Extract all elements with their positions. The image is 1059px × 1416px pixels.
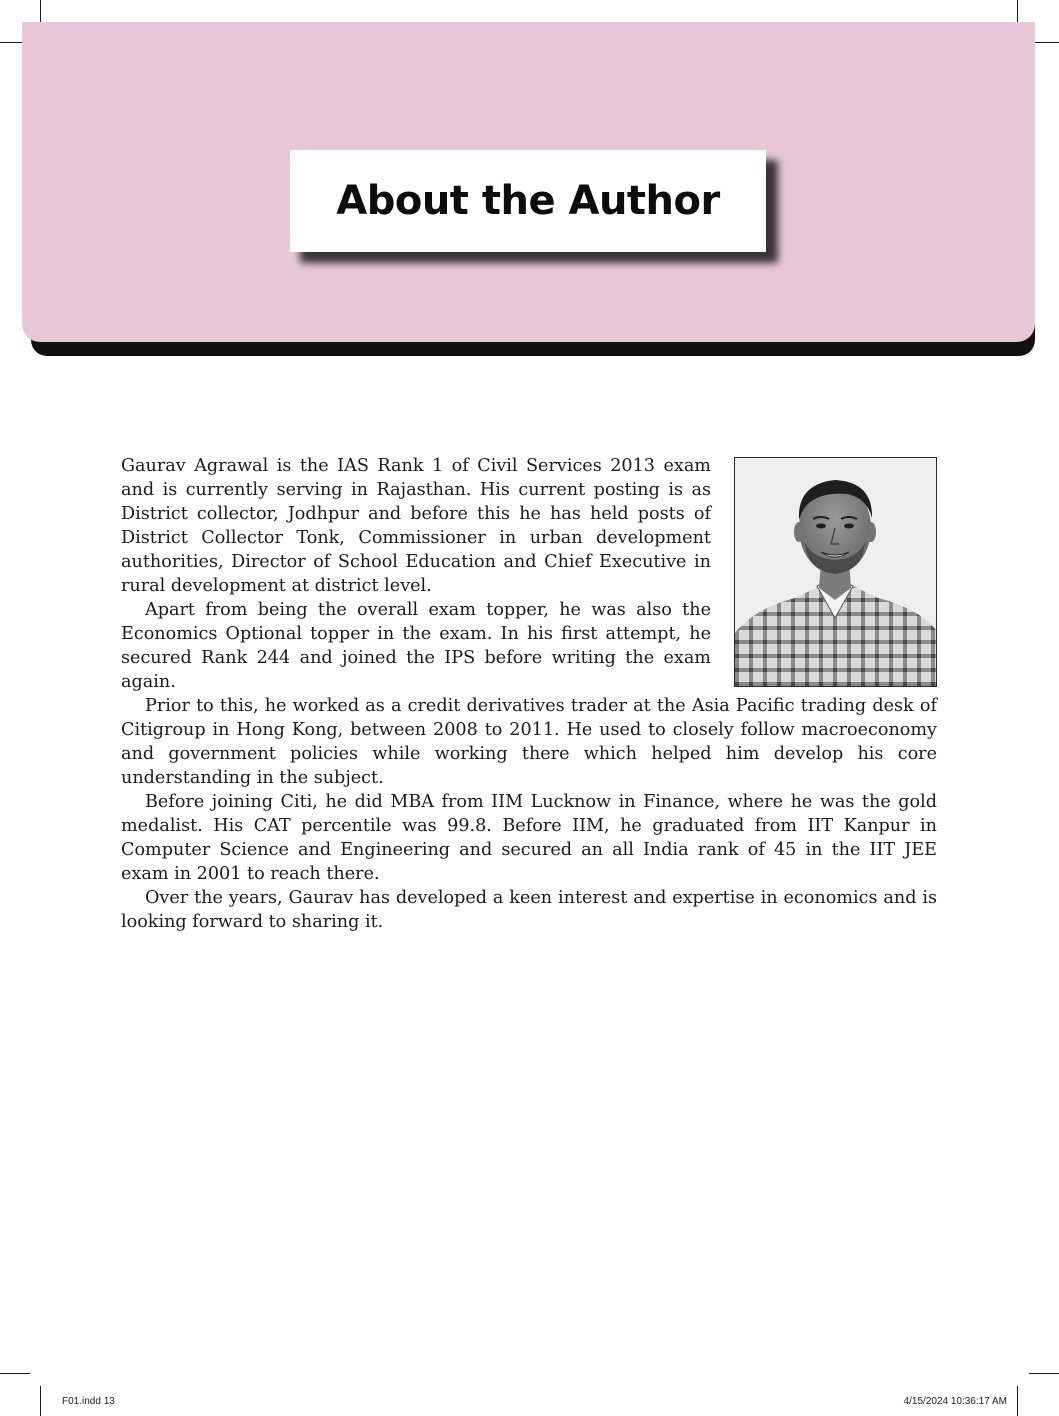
crop-mark <box>40 1386 41 1416</box>
file-label: F01.indd 13 <box>62 1396 115 1407</box>
photo-spacer <box>711 454 937 688</box>
bio-paragraph-5: Over the years, Gaurav has developed a keen interest and expertise in economics and is looking forward to sharing it. <box>121 888 937 932</box>
page-title: About the Author <box>336 178 720 224</box>
title-box <box>290 150 766 252</box>
bio-paragraph-3: Prior to this, he worked as a credit derivatives trader at the Asia Pacific trading desk of Citigroup in Hong Kong, between 2008 to 2011. He used to closely follow macroeconomy and government policies while working there which helped him develop his core understanding in the subject. <box>121 696 937 788</box>
crop-mark <box>1029 1373 1059 1374</box>
bio-paragraph-2: Apart from being the overall exam topper, he was also the Economics Optional topper in the exam. In his first attempt, he secured Rank 244 and joined the IPS before writing the exam again. <box>121 600 711 692</box>
author-bio <box>121 454 937 934</box>
print-timestamp: 4/15/2024 10:36:17 AM <box>903 1396 1007 1407</box>
bio-paragraph-4: Before joining Citi, he did MBA from IIM Lucknow in Finance, where he was the gold medalist. His CAT percentile was 99.8. Before IIM, he graduated from IIT Kanpur in Computer Science and Engineering and secured an all India rank of 45 in the IIT JEE exam in 2001 to reach there. <box>121 792 937 884</box>
crop-mark <box>0 1373 30 1374</box>
crop-mark <box>1017 1386 1018 1416</box>
bio-paragraph-1: Gaurav Agrawal is the IAS Rank 1 of Civil Services 2013 exam and is currently serving in Rajasthan. His current posting is as District collector, Jodhpur and before this he has held posts of District Collector Tonk, Commissioner in urban development authorities, Director of School Education and Chief Executive in rural development at district level. <box>121 456 711 596</box>
